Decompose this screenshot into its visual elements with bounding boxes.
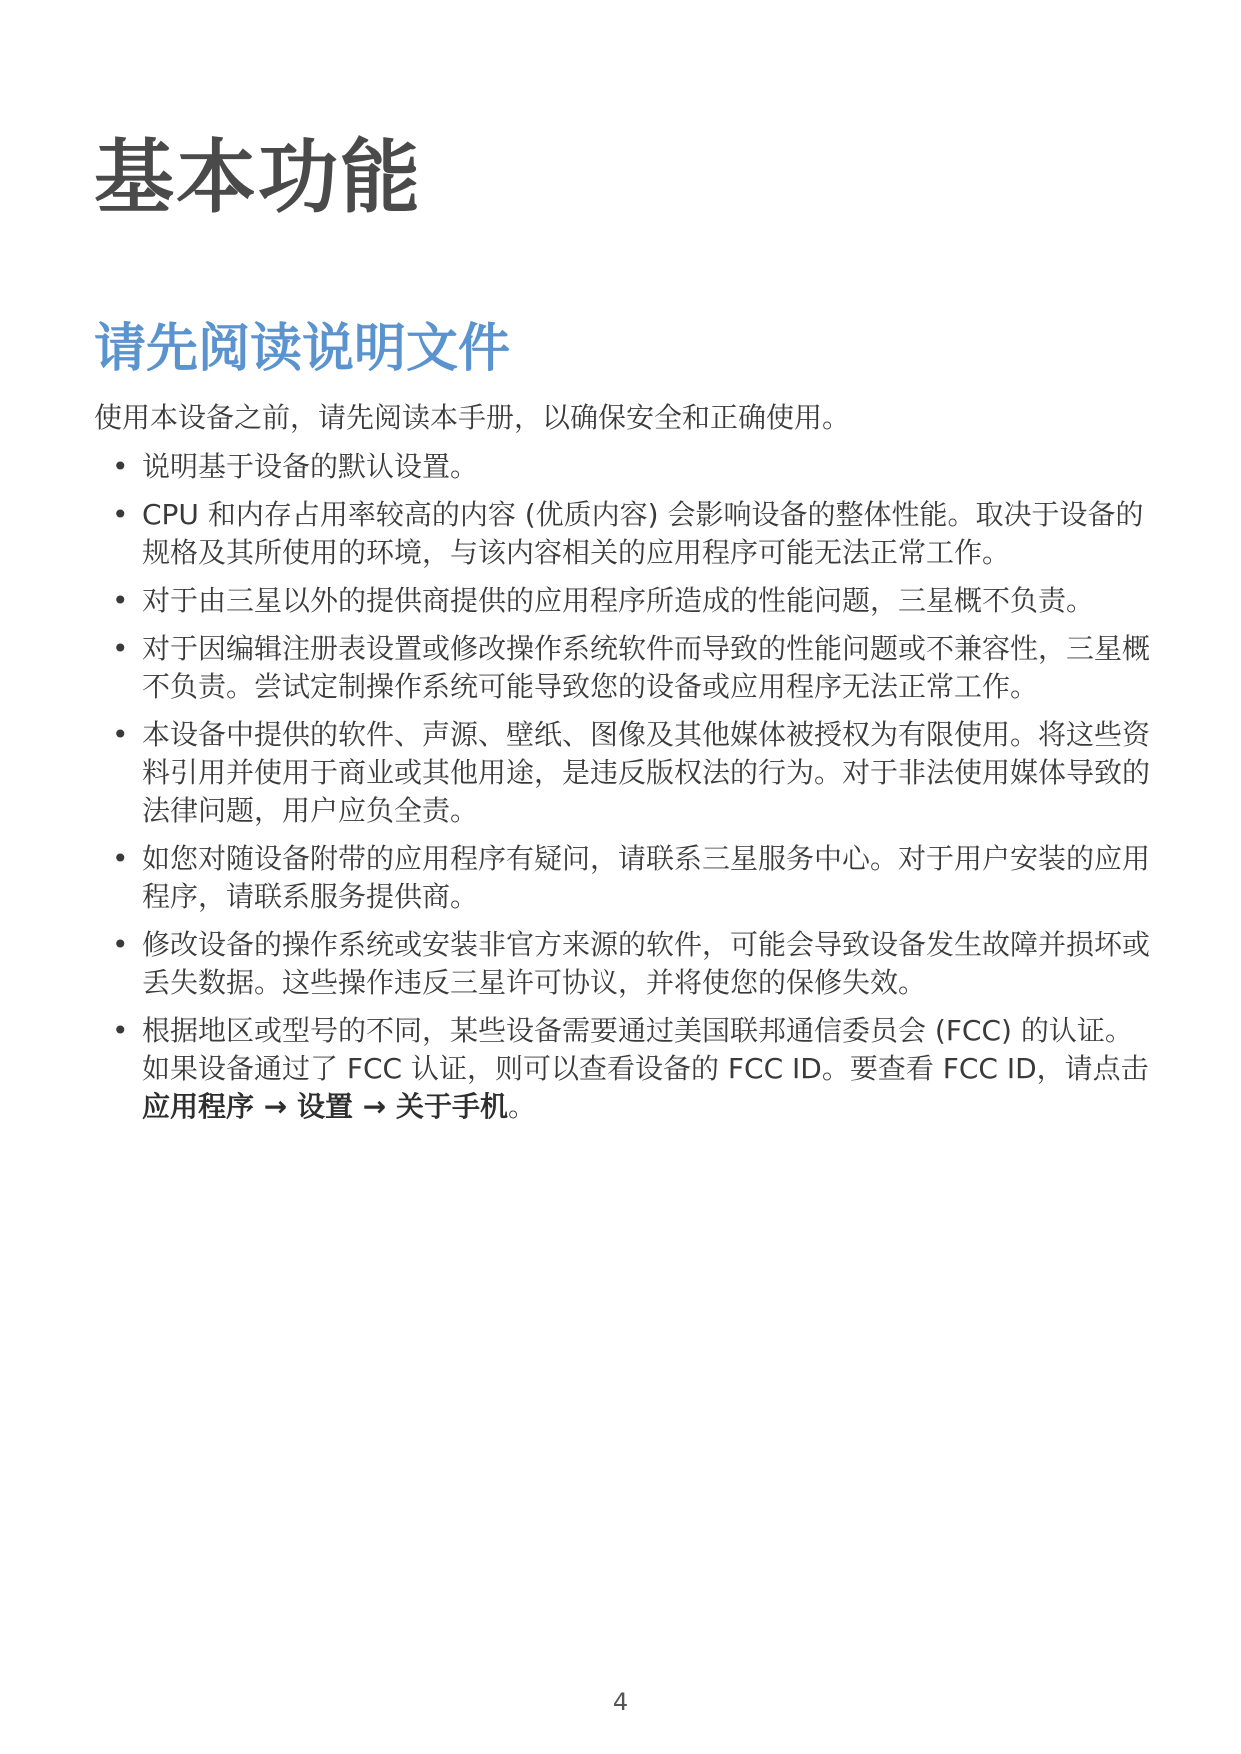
menu-path-settings: 设置 bbox=[296, 1090, 353, 1123]
arrow-icon: → bbox=[353, 1090, 396, 1123]
list-item bbox=[94, 716, 1154, 830]
list-item-text: 对于因编辑注册表设置或修改操作系统软件而导致的性能问题或不兼容性，三星概不负责。尝试定制操作系统可能导致您的设备或应用程序无法正常工作。 bbox=[142, 632, 1151, 703]
list-item-text: 根据地区或型号的不同，某些设备需要通过美国联邦通信委员会 (FCC) 的认证。如果设备通过了 FCC 认证，则可以查看设备的 FCC ID。要查看 FCC ID，请点击 bbox=[142, 1014, 1149, 1085]
bullet-list bbox=[94, 448, 1154, 1136]
intro-paragraph: 使用本设备之前，请先阅读本手册，以确保安全和正确使用。 bbox=[94, 401, 851, 434]
section-title: 请先阅读说明文件 bbox=[94, 319, 511, 379]
bullet-icon: • bbox=[112, 718, 129, 751]
list-item-text: 如您对随设备附带的应用程序有疑问，请联系三星服务中心。对于用户安装的应用程序，请联系服务提供商。 bbox=[142, 842, 1151, 913]
list-item bbox=[94, 582, 1154, 620]
list-item-text: 修改设备的操作系统或安装非官方来源的软件，可能会导致设备发生故障并损坏或丢失数据。这些操作违反三星许可协议，并将使您的保修失效。 bbox=[142, 928, 1151, 999]
list-item-text: 说明基于设备的默认设置。 bbox=[142, 450, 479, 483]
sentence-end: 。 bbox=[507, 1090, 536, 1123]
list-item bbox=[94, 496, 1154, 572]
list-item bbox=[94, 630, 1154, 706]
list-item bbox=[94, 840, 1154, 916]
bullet-icon: • bbox=[112, 632, 129, 665]
list-item-text: 对于由三星以外的提供商提供的应用程序所造成的性能问题，三星概不负责。 bbox=[142, 584, 1095, 617]
arrow-icon: → bbox=[254, 1090, 297, 1123]
bullet-icon: • bbox=[112, 842, 129, 875]
bullet-icon: • bbox=[112, 1014, 129, 1047]
bullet-icon: • bbox=[112, 584, 129, 617]
list-item-text: CPU 和内存占用率较高的内容 (优质内容) 会影响设备的整体性能。取决于设备的规格及其所使用的环境，与该内容相关的应用程序可能无法正常工作。 bbox=[142, 498, 1144, 569]
page-number: 4 bbox=[612, 1688, 629, 1716]
list-item-text: 本设备中提供的软件、声源、壁纸、图像及其他媒体被授权为有限使用。将这些资料引用并使用于商业或其他用途，是违反版权法的行为。对于非法使用媒体导致的法律问题，用户应负全责。 bbox=[142, 718, 1151, 827]
menu-path-about-phone: 关于手机 bbox=[395, 1090, 508, 1123]
list-item bbox=[94, 1012, 1154, 1126]
chapter-title: 基本功能 bbox=[94, 131, 422, 224]
bullet-icon: • bbox=[112, 450, 129, 483]
bullet-icon: • bbox=[112, 928, 129, 961]
list-item bbox=[94, 926, 1154, 1002]
list-item bbox=[94, 448, 1154, 486]
bullet-icon: • bbox=[112, 498, 129, 531]
menu-path-apps: 应用程序 bbox=[142, 1090, 255, 1123]
